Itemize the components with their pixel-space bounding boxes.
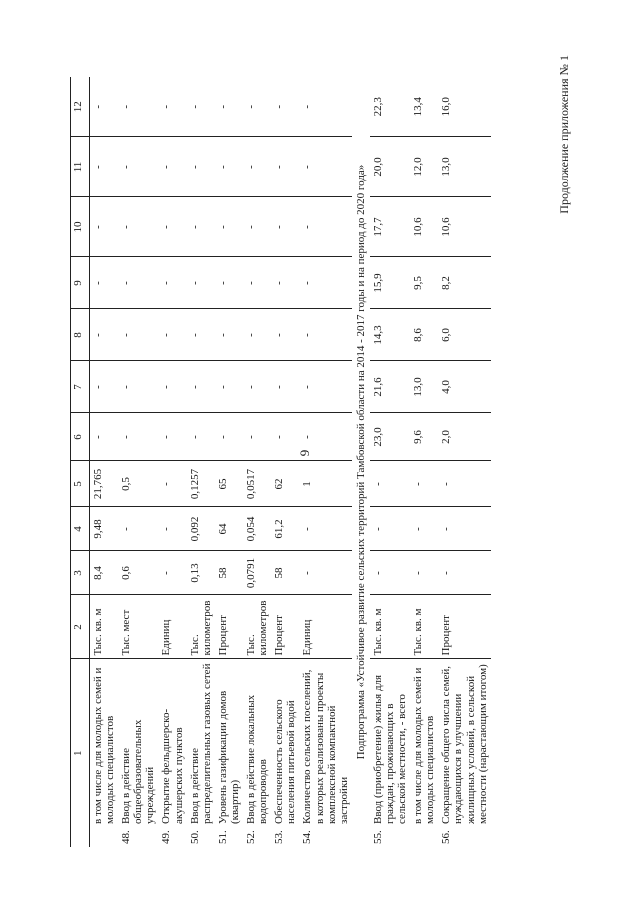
indicator-name: Обеспеченность сельского населения питьевой водой xyxy=(273,699,298,824)
value-cell: - xyxy=(243,309,271,361)
indicator-name: в том числе для молодых семей и молодых специалистов xyxy=(412,667,437,824)
column-header: 10 xyxy=(71,197,90,257)
value-cell: 12,0 xyxy=(410,137,438,197)
value-cell: - xyxy=(299,413,351,461)
value-cell: - xyxy=(187,77,215,137)
indicator-name: Уровень газификации домов (квартир) xyxy=(216,690,241,824)
value-cell: 0,092 xyxy=(187,507,215,551)
unit-of-measure: Единиц xyxy=(299,595,351,659)
table-row xyxy=(118,15,158,847)
value-cell: - xyxy=(187,361,215,413)
value-cell: - xyxy=(118,507,158,551)
indicator-name: Открытие фельдшерско-акушерских пунктов xyxy=(160,708,185,824)
table-row xyxy=(243,15,271,847)
value-cell: 61,2 xyxy=(271,507,299,551)
value-cell: - xyxy=(410,461,438,507)
value-cell: 20,0 xyxy=(370,137,410,197)
value-cell: 10,6 xyxy=(410,197,438,257)
value-cell: 2,0 xyxy=(438,413,490,461)
value-cell: 10,6 xyxy=(438,197,490,257)
row-number xyxy=(410,827,438,847)
value-cell: - xyxy=(90,257,119,309)
value-cell: - xyxy=(187,413,215,461)
value-cell: 0,6 xyxy=(118,551,158,595)
value-cell: - xyxy=(271,257,299,309)
value-cell: - xyxy=(158,257,186,309)
value-cell: - xyxy=(187,309,215,361)
value-cell: 58 xyxy=(215,551,243,595)
row-number: 54. xyxy=(301,830,314,844)
value-cell: - xyxy=(370,507,410,551)
value-cell: - xyxy=(243,197,271,257)
value-cell: - xyxy=(215,77,243,137)
value-cell: 65 xyxy=(215,461,243,507)
value-cell: - xyxy=(438,461,490,507)
value-cell: - xyxy=(158,507,186,551)
value-cell: 4,0 xyxy=(438,361,490,413)
value-cell: - xyxy=(271,137,299,197)
table-row xyxy=(271,15,299,847)
value-cell: - xyxy=(158,197,186,257)
table-row xyxy=(370,15,410,847)
value-cell: 22,3 xyxy=(370,77,410,137)
value-cell: - xyxy=(243,77,271,137)
value-cell: - xyxy=(410,507,438,551)
row-number: 56. xyxy=(440,830,453,844)
value-cell: 9,5 xyxy=(410,257,438,309)
value-cell: - xyxy=(187,137,215,197)
value-cell: 0,5 xyxy=(118,461,158,507)
value-cell: - xyxy=(118,361,158,413)
unit-of-measure: Тыс. километров xyxy=(243,595,271,659)
value-cell: 21,765 xyxy=(90,461,119,507)
value-cell: - xyxy=(118,309,158,361)
value-cell: - xyxy=(243,137,271,197)
value-cell: 58 xyxy=(271,551,299,595)
value-cell: - xyxy=(271,77,299,137)
value-cell: - xyxy=(271,197,299,257)
value-cell: 8,6 xyxy=(410,309,438,361)
value-cell: 13,0 xyxy=(438,137,490,197)
value-cell: - xyxy=(243,257,271,309)
value-cell: 0,1257 xyxy=(187,461,215,507)
value-cell: 0,0791 xyxy=(243,551,271,595)
value-cell: - xyxy=(299,257,351,309)
value-cell: - xyxy=(118,257,158,309)
value-cell: - xyxy=(243,361,271,413)
table-body xyxy=(90,15,352,847)
row-number: 50. xyxy=(188,830,201,844)
indicator-name: Ввод (приобретение) жилья для граждан, проживающих в сельской местности, - всего xyxy=(371,674,409,824)
indicator-name: Ввод в действие локальных водопроводов xyxy=(245,694,270,824)
value-cell: - xyxy=(90,309,119,361)
value-cell: 64 xyxy=(215,507,243,551)
value-cell: - xyxy=(215,361,243,413)
value-cell: 8,2 xyxy=(438,257,490,309)
value-cell: - xyxy=(158,309,186,361)
value-cell: - xyxy=(158,77,186,137)
indicator-name: Количество сельских поселений, в которых реализованы проекты комплексной компактной застройки xyxy=(301,669,350,824)
column-header: 1 xyxy=(71,659,90,847)
subprogram-title: Подпрограмма «Устойчивое развитие сельских территорий Тамбовской области на 2014 - 2017 годы и на период до 2020 года» xyxy=(354,164,367,760)
value-cell: 13,4 xyxy=(410,77,438,137)
row-number: 51. xyxy=(216,830,229,844)
value-cell: 13,0 xyxy=(410,361,438,413)
value-cell: - xyxy=(215,309,243,361)
value-cell: 62 xyxy=(271,461,299,507)
table-row xyxy=(410,15,438,847)
value-cell: - xyxy=(299,361,351,413)
column-header: 12 xyxy=(71,77,90,137)
value-cell: 8,4 xyxy=(90,551,119,595)
indicators-table-wrapper xyxy=(70,55,555,847)
appendix-continuation-title: Продолжение приложения № 1 xyxy=(557,55,571,214)
indicator-name: Ввод в действие распределительных газовых сетей xyxy=(188,663,213,824)
value-cell: - xyxy=(187,197,215,257)
column-header: 5 xyxy=(71,461,90,507)
value-cell: - xyxy=(438,551,490,595)
value-cell: 9,48 xyxy=(90,507,119,551)
value-cell: - xyxy=(299,197,351,257)
value-cell: - xyxy=(90,413,119,461)
value-cell: 0,054 xyxy=(243,507,271,551)
value-cell: - xyxy=(90,77,119,137)
value-cell: - xyxy=(271,309,299,361)
value-cell: - xyxy=(215,137,243,197)
value-cell: - xyxy=(118,137,158,197)
value-cell: - xyxy=(158,361,186,413)
value-cell: - xyxy=(410,551,438,595)
column-header: 4 xyxy=(71,507,90,551)
row-number: 52. xyxy=(245,830,258,844)
value-cell: - xyxy=(299,137,351,197)
table-header-row xyxy=(71,15,90,847)
unit-of-measure: Единиц xyxy=(158,595,186,659)
row-number: 53. xyxy=(273,830,286,844)
unit-of-measure: Тыс. кв. м xyxy=(410,595,438,659)
value-cell: - xyxy=(90,197,119,257)
value-cell: - xyxy=(90,137,119,197)
table-row xyxy=(215,15,243,847)
table-row xyxy=(438,15,490,847)
value-cell: - xyxy=(187,257,215,309)
column-header: 9 xyxy=(71,257,90,309)
value-cell: 0,0517 xyxy=(243,461,271,507)
value-cell: 0,13 xyxy=(187,551,215,595)
unit-of-measure: Процент xyxy=(438,595,490,659)
unit-of-measure: Процент xyxy=(215,595,243,659)
value-cell: - xyxy=(271,413,299,461)
value-cell: - xyxy=(158,461,186,507)
value-cell: 15,9 xyxy=(370,257,410,309)
value-cell: - xyxy=(215,413,243,461)
value-cell: 14,3 xyxy=(370,309,410,361)
table-row xyxy=(158,15,186,847)
value-cell: 23,0 xyxy=(370,413,410,461)
row-number xyxy=(90,827,119,847)
unit-of-measure: Процент xyxy=(271,595,299,659)
value-cell: - xyxy=(271,361,299,413)
indicator-name: в том числе для молодых семей и молодых специалистов xyxy=(92,667,117,824)
table-row xyxy=(299,15,351,847)
value-cell: - xyxy=(438,507,490,551)
value-cell: - xyxy=(299,77,351,137)
indicator-name: Ввод в действие общеобразовательных учреждений xyxy=(120,719,157,824)
value-cell: - xyxy=(158,137,186,197)
unit-of-measure: Тыс. километров xyxy=(187,595,215,659)
value-cell: - xyxy=(299,309,351,361)
column-header: 7 xyxy=(71,361,90,413)
column-header: 8 xyxy=(71,309,90,361)
row-number: 49. xyxy=(160,830,173,844)
unit-of-measure: Тыс. кв. м xyxy=(90,595,119,659)
subprogram-section xyxy=(352,15,370,847)
value-cell: - xyxy=(158,551,186,595)
value-cell: - xyxy=(118,197,158,257)
value-cell: 16,0 xyxy=(438,77,490,137)
value-cell: 1 xyxy=(299,461,351,507)
value-cell: - xyxy=(215,197,243,257)
value-cell: 17,7 xyxy=(370,197,410,257)
value-cell: - xyxy=(90,361,119,413)
value-cell: - xyxy=(215,257,243,309)
table-body-subprogram xyxy=(370,15,491,847)
unit-of-measure: Тыс. мест xyxy=(118,595,158,659)
column-header: 6 xyxy=(71,413,90,461)
column-header: 11 xyxy=(71,137,90,197)
indicators-table xyxy=(70,15,491,847)
value-cell: 6,0 xyxy=(438,309,490,361)
page-number: 9 xyxy=(297,449,312,457)
value-cell: - xyxy=(243,413,271,461)
value-cell: - xyxy=(158,413,186,461)
unit-of-measure: Тыс. кв. м xyxy=(370,595,410,659)
subprogram-row xyxy=(352,15,370,847)
row-number: 48. xyxy=(120,830,133,844)
value-cell: - xyxy=(299,507,351,551)
value-cell: - xyxy=(370,551,410,595)
column-header: 2 xyxy=(71,595,90,659)
indicator-name: Сокращение общего числа семей, нуждающихся в улучшении жилищных условий, в сельской местности (нарастающим итогом) xyxy=(440,664,489,824)
table-row xyxy=(90,15,119,847)
row-number: 55. xyxy=(371,830,384,844)
value-cell: 21,6 xyxy=(370,361,410,413)
value-cell: - xyxy=(118,413,158,461)
column-header: 3 xyxy=(71,551,90,595)
value-cell: - xyxy=(118,77,158,137)
table-row xyxy=(187,15,215,847)
value-cell: - xyxy=(299,551,351,595)
value-cell: 9,6 xyxy=(410,413,438,461)
value-cell: - xyxy=(370,461,410,507)
